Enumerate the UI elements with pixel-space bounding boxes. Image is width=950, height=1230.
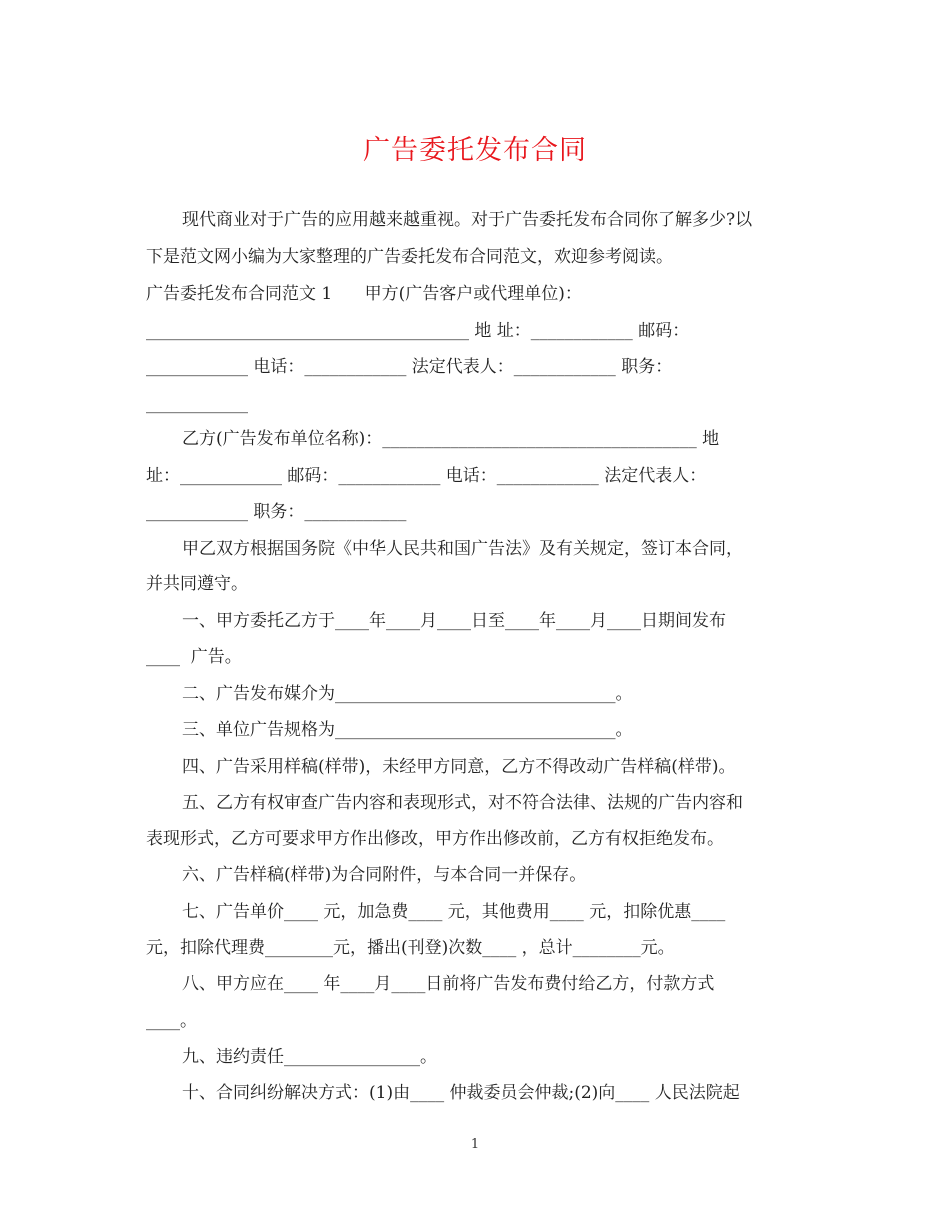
paragraph-line: 十、合同纠纷解决方式：(1)由____ 仲裁委员会仲裁;(2)向____ 人民法院起 xyxy=(182,1083,740,1103)
paragraph-line: ____________ 职务：____________ xyxy=(146,502,407,522)
paragraph-line: 并共同遵守。 xyxy=(146,574,248,594)
paragraph-line: ____ 广告。 xyxy=(146,647,242,667)
paragraph-line: 甲乙双方根据国务院《中华人民共和国广告法》及有关规定，签订本合同， xyxy=(182,539,743,559)
paragraph-line: 广告委托发布合同范文 1 甲方(广告客户或代理单位)： xyxy=(146,284,582,304)
paragraph-line: 二、广告发布媒介为_________________________________。 xyxy=(182,684,633,704)
paragraph-line: 九、违约责任________________。 xyxy=(182,1047,437,1067)
paragraph-line: 八、甲方应在____ 年____月____日前将广告发布费付给乙方，付款方式 xyxy=(182,974,715,994)
paragraph-line: 址：____________ 邮码：____________ 电话：____________ 法定代表人： xyxy=(146,466,707,486)
paragraph-line: 表现形式，乙方可要求甲方作出修改，甲方作出修改前，乙方有权拒绝发布。 xyxy=(146,829,724,849)
paragraph-line: ____________ 电话：____________ 法定代表人：____________ 职务： xyxy=(146,357,673,377)
paragraph-line: ______________________________________ 地 址：____________ 邮码： xyxy=(146,321,690,341)
paragraph-line: ____________ xyxy=(146,394,248,414)
paragraph-line: 七、广告单价____ 元，加急费____ 元，其他费用____ 元，扣除优惠____ xyxy=(182,902,726,922)
paragraph-line: 六、广告样稿(样带)为合同附件，与本合同一并保存。 xyxy=(182,865,587,885)
paragraph-line: 五、乙方有权审查广告内容和表现形式，对不符合法律、法规的广告内容和 xyxy=(182,793,743,813)
paragraph-line: 元，扣除代理费________元，播出(刊登)次数____ ，总计________元。 xyxy=(146,938,675,958)
document-title: 广告委托发布合同 xyxy=(363,135,587,166)
paragraph-line: ____。 xyxy=(146,1011,197,1031)
paragraph-line: 乙方(广告发布单位名称)：_____________________________________ 地 xyxy=(182,429,720,449)
paragraph-line: 一、甲方委托乙方于____年____月____日至____年____月____日期间发布 xyxy=(182,611,726,631)
page-number: 1 xyxy=(470,1137,480,1152)
paragraph-line: 三、单位广告规格为_________________________________。 xyxy=(182,720,633,740)
paragraph-line: 现代商业对于广告的应用越来越重视。对于广告委托发布合同你了解多少?以 xyxy=(182,210,753,230)
paragraph-line: 四、广告采用样稿(样带)，未经甲方同意，乙方不得改动广告样稿(样带)。 xyxy=(182,757,736,777)
paragraph-line: 下是范文网小编为大家整理的广告委托发布合同范文，欢迎参考阅读。 xyxy=(146,247,673,267)
